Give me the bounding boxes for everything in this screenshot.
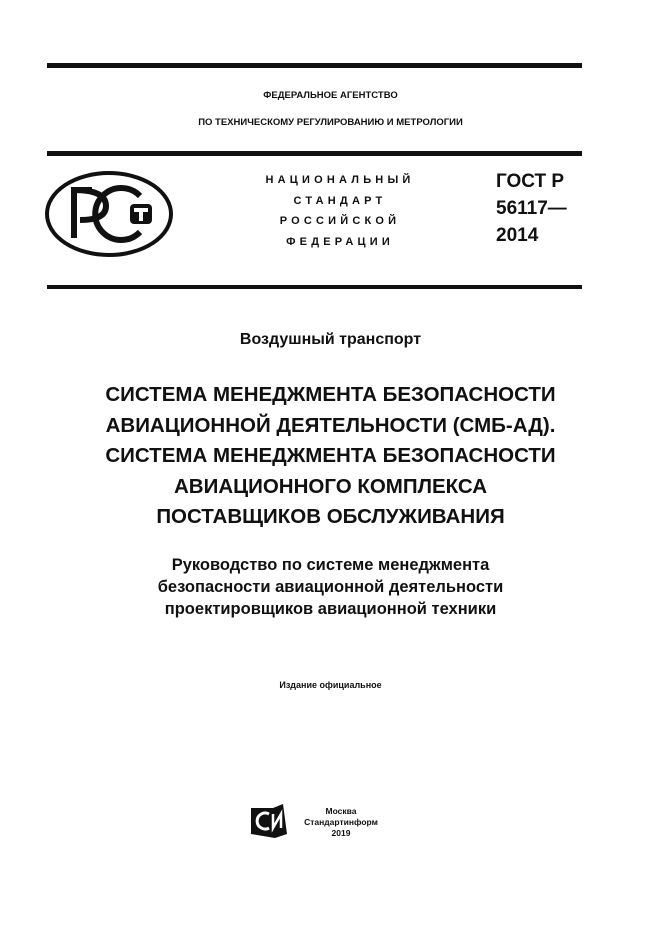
publisher-name: Стандартинформ — [304, 817, 378, 827]
agency-line-1: ФЕДЕРАЛЬНОЕ АГЕНТСТВО — [263, 90, 398, 101]
publisher-info — [298, 806, 384, 839]
subtitle: Воздушный транспорт — [239, 331, 422, 348]
ns-line: НАЦИОНАЛЬНЫЙ — [265, 174, 415, 186]
ns-line: ФЕДЕРАЦИИ — [286, 235, 394, 248]
title-line: ПОСТАВЩИКОВ ОБСЛУЖИВАНИЯ — [156, 505, 505, 528]
gost-line: 2014 — [496, 225, 539, 246]
gost-logo-icon — [44, 170, 174, 258]
edition-label: Издание официальное — [279, 680, 382, 690]
guide-line: проектировщиков авиационной техники — [164, 600, 497, 618]
header-bottom-rule — [47, 285, 582, 289]
gost-number — [496, 168, 567, 249]
title-line: СИСТЕМА МЕНЕДЖМЕНТА БЕЗОПАСНОСТИ — [105, 383, 556, 406]
guide-line: безопасности авиационной деятельности — [157, 578, 504, 596]
top-rule — [47, 63, 582, 68]
ns-line: РОССИЙСКОЙ — [279, 215, 401, 227]
publisher-year: 2019 — [331, 828, 351, 838]
agency-line-2: ПО ТЕХНИЧЕСКОМУ РЕГУЛИРОВАНИЮ И МЕТРОЛОГИИ — [198, 117, 463, 128]
standartinform-logo-icon — [249, 804, 289, 838]
guide-title — [0, 554, 661, 620]
publisher-city: Москва — [325, 806, 357, 816]
header-rule — [47, 151, 582, 156]
gost-line: 56117— — [496, 198, 567, 219]
title-line: СИСТЕМА МЕНЕДЖМЕНТА БЕЗОПАСНОСТИ — [105, 444, 556, 467]
main-title — [0, 380, 661, 533]
ns-line: СТАНДАРТ — [293, 194, 387, 207]
title-line: АВИАЦИОННОГО КОМПЛЕКСА — [173, 474, 487, 498]
guide-line: Руководство по системе менеджмента — [171, 556, 490, 574]
gost-line: ГОСТ Р — [496, 171, 565, 192]
title-line: АВИАЦИОННОЙ ДЕЯТЕЛЬНОСТИ (СМБ-АД). — [105, 413, 556, 437]
national-standard-label — [245, 170, 435, 252]
